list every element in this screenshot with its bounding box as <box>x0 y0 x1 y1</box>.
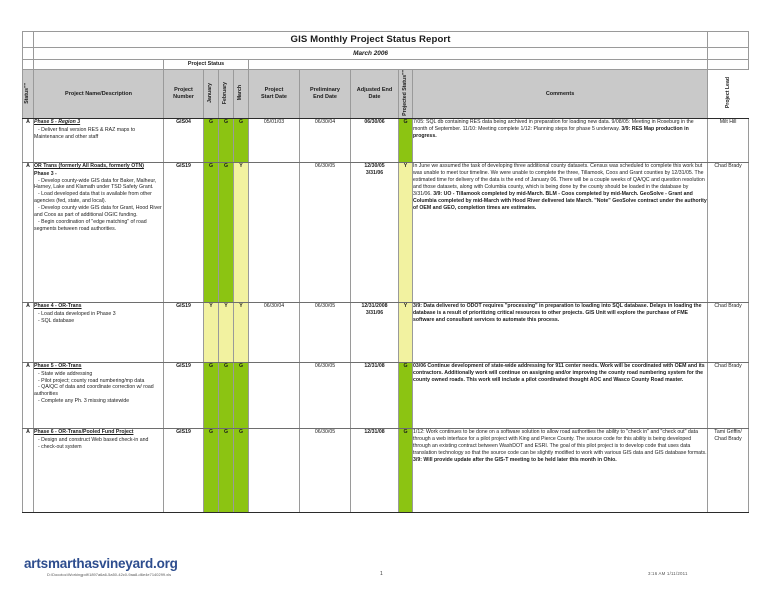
project-bullet: - Load data developed in Phase 3 <box>38 310 116 317</box>
adjusted-end-primary: 12/31/08 <box>364 429 385 436</box>
project-bullet: - QA/QC of data and coordinate correction w/ road authorities <box>34 384 154 398</box>
col-header-prelim-line1: Preliminary <box>310 87 340 94</box>
group-gutter-dates <box>249 60 708 70</box>
project-bullet: - Complete any Ph. 3 missing statewide <box>38 398 130 405</box>
adjusted-end-secondary: 3/31/06 <box>365 170 384 177</box>
group-gutter-name <box>34 60 164 70</box>
col-header-project-name: Project Name/Description <box>34 70 164 119</box>
cell-status-march: G <box>234 119 249 163</box>
table-row <box>23 429 749 513</box>
table-row <box>23 163 749 303</box>
cell-status-february: G <box>219 363 234 429</box>
cell-adjusted-end-date <box>351 429 399 513</box>
watermark-text: artsmarthasvineyard.org <box>24 556 178 571</box>
cell-project-lead: Chad Brady <box>708 163 749 303</box>
title-right-gutter <box>708 32 749 48</box>
comment-highlight: 3/9: UO - Tillamook completed by mid-March. BLM - Coos completed by mid-March. GeoSolve - Grant and Columbia completed by mid-March with Hood River delivered late March. "Note" GeoSolve contract under the authority of OEM and GEO, completion times are estimates. <box>413 190 707 211</box>
col-header-comments: Comments <box>413 70 708 119</box>
col-header-february-label: February <box>222 81 229 105</box>
cell-project-name <box>34 363 164 429</box>
title-left-gutter <box>23 32 34 48</box>
cell-comments <box>413 303 708 363</box>
col-header-start-line1: Project <box>264 87 284 94</box>
cell-projected-status: G <box>399 429 413 513</box>
cell-project-name <box>34 429 164 513</box>
col-header-project-lead <box>708 70 749 119</box>
adjusted-end-primary: 12/31/2008 <box>361 303 388 310</box>
page-subtitle: March 2006 <box>34 48 708 60</box>
cell-project-number: GIS19 <box>164 163 204 303</box>
col-header-status-label: Status"" <box>24 82 31 104</box>
project-bullet: - Develop county-wide GIS data for Baker, Malheur, Harney, Lake and Klamath under TSD Safety Grant. <box>34 177 157 191</box>
cell-status-january: G <box>204 363 219 429</box>
cell-start-date: 05/01/03 <box>249 119 300 163</box>
cell-project-name <box>34 303 164 363</box>
cell-status-march: G <box>234 429 249 513</box>
cell-status-january: G <box>204 163 219 303</box>
project-bullet: - Develop county wide GIS data for Grant, Hood River and Coos as part of additional OGIC funding. <box>34 205 162 218</box>
cell-project-number: GIS19 <box>164 429 204 513</box>
cell-comments <box>413 119 708 163</box>
col-header-preliminary-end-date <box>300 70 351 119</box>
col-header-january <box>204 70 219 119</box>
footer-timestamp: 3:16 AM 1/11/2011 <box>648 571 688 576</box>
col-header-start-line2: Start Date <box>261 94 287 101</box>
status-report-table <box>22 31 749 513</box>
adjusted-end-primary: 12/30/05 <box>364 163 385 170</box>
page-title: GIS Monthly Project Status Report <box>34 32 708 48</box>
report-title-row <box>23 32 749 48</box>
cell-status-january: Y <box>204 303 219 363</box>
comment-highlight: 03/06 Continue development of state-wide addressing for 911 center needs. Work will be coordinated with OEM and its contractors. Additionally work will continue on assigning and/or improving the county road numbering system for the county owned roads. This work will include a pilot coordinated thought AOC and Wasco County Road master. <box>413 363 705 384</box>
col-header-adjusted-line1: Adjusted End <box>356 87 393 94</box>
comment-highlight: 3/9: RES Map production in progress. <box>413 126 689 140</box>
col-header-january-label: January <box>207 82 214 103</box>
cell-adjusted-end-date <box>351 363 399 429</box>
cell-project-lead: Milt Hill <box>708 119 749 163</box>
group-header-project-status: Project Status <box>164 60 249 70</box>
cell-adjusted-end-date <box>351 163 399 303</box>
col-header-march <box>234 70 249 119</box>
project-bullet: - Deliver final version RES & RAZ maps to Maintenance and other staff <box>34 126 136 140</box>
project-title: Phase 5 - Region 3 <box>34 119 81 126</box>
subtitle-right-gutter <box>708 48 749 60</box>
column-group-row <box>23 60 749 70</box>
cell-status: A <box>23 303 34 363</box>
project-title: Phase 5 - OR-Trans <box>34 363 82 370</box>
comment-highlight: 3/9: Data delivered to ODOT requires "processing" in preparation to loading into SQL database. Delays in loading the database is a result of prioritizing critical resources to other projects. GIS Unit will explore the purchase of FME software and consultant services to automate this process. <box>413 303 702 324</box>
col-header-projected-status-label: Projected Status"" <box>401 70 408 116</box>
table-row <box>23 363 749 429</box>
cell-status-february: Y <box>219 303 234 363</box>
col-header-march-label: March <box>237 85 244 101</box>
report-subtitle-row <box>23 48 749 60</box>
cell-status-january: G <box>204 119 219 163</box>
cell-status-february: G <box>219 163 234 303</box>
adjusted-end-secondary: 3/31/06 <box>365 310 384 317</box>
comment-text: In June we assumed the task of developing three additional county datasets. Census was scheduled to complete this work but was unable to meet tour timeline. We were unable to complete the three, Tillamook, Coos and Grant counties by 12/31/05. The estimated time for delivery of the data is the end of January 06. There will be a couple weeks of QA/QC and question resolution and those datasets, along with Columbia county, which is being done by the county should be loaded in the database by 3/31/06. <box>413 163 705 197</box>
cell-preliminary-end-date: 06/30/04 <box>300 119 351 163</box>
project-bullet: - State wide addressing <box>38 370 93 377</box>
cell-status: A <box>23 363 34 429</box>
cell-project-number: GIS19 <box>164 363 204 429</box>
col-header-project-number-line1: Project <box>174 87 193 94</box>
cell-projected-status: G <box>399 363 413 429</box>
comment-text: 7/05: SQL db containing RES data being archived in preparation for loading new data. 9/08/05: Meeting in Roseburg in the month of September. 11/10: Meeting complete 1/12: Planning steps for phase 5 underway. <box>413 119 694 133</box>
cell-start-date <box>249 363 300 429</box>
cell-status-march: Y <box>234 303 249 363</box>
adjusted-end-primary: 12/31/08 <box>364 363 385 370</box>
cell-status-march: Y <box>234 163 249 303</box>
cell-adjusted-end-date <box>351 303 399 363</box>
col-header-project-number-line2: Number <box>173 94 194 101</box>
cell-project-name <box>34 163 164 303</box>
cell-comments <box>413 363 708 429</box>
cell-adjusted-end-date <box>351 119 399 163</box>
table-row <box>23 303 749 363</box>
comment-text: 1/12: Work continues to be done on a software solution to allow road authorities the ability to "check in" and "check out" data through a web interface for a pilot project with King and Pierce County. The source code for this ability is being developed through an existing contract between WashDOT and ESRI. The goal of this pilot project is to develop code that uses data translation technology so that the source code can be slightly modified to work with various GIS data and GIS database formats. <box>413 429 707 456</box>
table-body <box>23 119 749 513</box>
cell-projected-status: Y <box>399 163 413 303</box>
project-bullet: - SQL database <box>38 317 75 324</box>
footer-file-path: D:\Docotoc\Workingpdf\1897a6a6-5a50-42c0-9aa8-d6e4e7140299.xls <box>47 572 172 577</box>
cell-comments <box>413 163 708 303</box>
cell-project-number: GIS04 <box>164 119 204 163</box>
project-title: Phase 4 - OR-Trans <box>34 303 82 310</box>
project-title: OR Trans (formerly All Roads, formerly OTN) <box>34 163 144 170</box>
col-header-project-number <box>164 70 204 119</box>
col-header-february <box>219 70 234 119</box>
cell-status: A <box>23 163 34 303</box>
cell-preliminary-end-date: 06/30/05 <box>300 363 351 429</box>
project-bullet: - Pilot project; county road numbering/mp data <box>38 377 145 384</box>
col-header-project-start-date <box>249 70 300 119</box>
col-header-adjusted-end-date <box>351 70 399 119</box>
project-title: Phase 6 - OR-Trans/Pooled Fund Project <box>34 429 134 436</box>
cell-start-date <box>249 429 300 513</box>
cell-project-lead: Chad Brady <box>708 303 749 363</box>
table-header-row <box>23 70 749 119</box>
group-gutter-lead <box>708 60 749 70</box>
col-header-project-lead-label: Project Lead <box>724 77 731 109</box>
cell-status-february: G <box>219 429 234 513</box>
col-header-status <box>23 70 34 119</box>
cell-projected-status: Y <box>399 303 413 363</box>
cell-project-lead: Chad Brady <box>708 363 749 429</box>
subtitle-left-gutter <box>23 48 34 60</box>
cell-project-lead: Tami Griffin/ Chad Brady <box>708 429 749 513</box>
footer-page-number: 1 <box>380 571 383 577</box>
project-bullet: - Design and construct Web based check-in and <box>38 436 149 443</box>
cell-preliminary-end-date: 06/30/05 <box>300 303 351 363</box>
project-bullet: - Begin coordination of "edge matching" of road segments between road authorities. <box>34 218 147 232</box>
cell-preliminary-end-date: 06/30/05 <box>300 163 351 303</box>
cell-project-number: GIS19 <box>164 303 204 363</box>
cell-start-date <box>249 163 300 303</box>
cell-preliminary-end-date: 06/30/05 <box>300 429 351 513</box>
comment-highlight: 3/9: Will provide update after the GIS-T meeting to be held later this month in Ohio. <box>413 456 617 463</box>
table-row <box>23 119 749 163</box>
cell-status-february: G <box>219 119 234 163</box>
cell-projected-status: G <box>399 119 413 163</box>
project-subhead: Phase 3 - <box>34 170 57 177</box>
group-gutter-status <box>23 60 34 70</box>
cell-comments <box>413 429 708 513</box>
project-bullet: - check-out system <box>38 443 82 450</box>
cell-status: A <box>23 119 34 163</box>
cell-start-date: 06/30/04 <box>249 303 300 363</box>
col-header-prelim-line2: End Date <box>313 94 337 101</box>
project-bullet: - Load developed data that is available from other agencies (fed, state, and local). <box>34 191 152 205</box>
col-header-adjusted-line2: Date <box>368 94 381 101</box>
col-header-projected-status <box>399 70 413 119</box>
adjusted-end-primary: 06/30/06 <box>364 119 385 126</box>
cell-project-name <box>34 119 164 163</box>
cell-status-march: G <box>234 363 249 429</box>
cell-status-january: G <box>204 429 219 513</box>
cell-status: A <box>23 429 34 513</box>
